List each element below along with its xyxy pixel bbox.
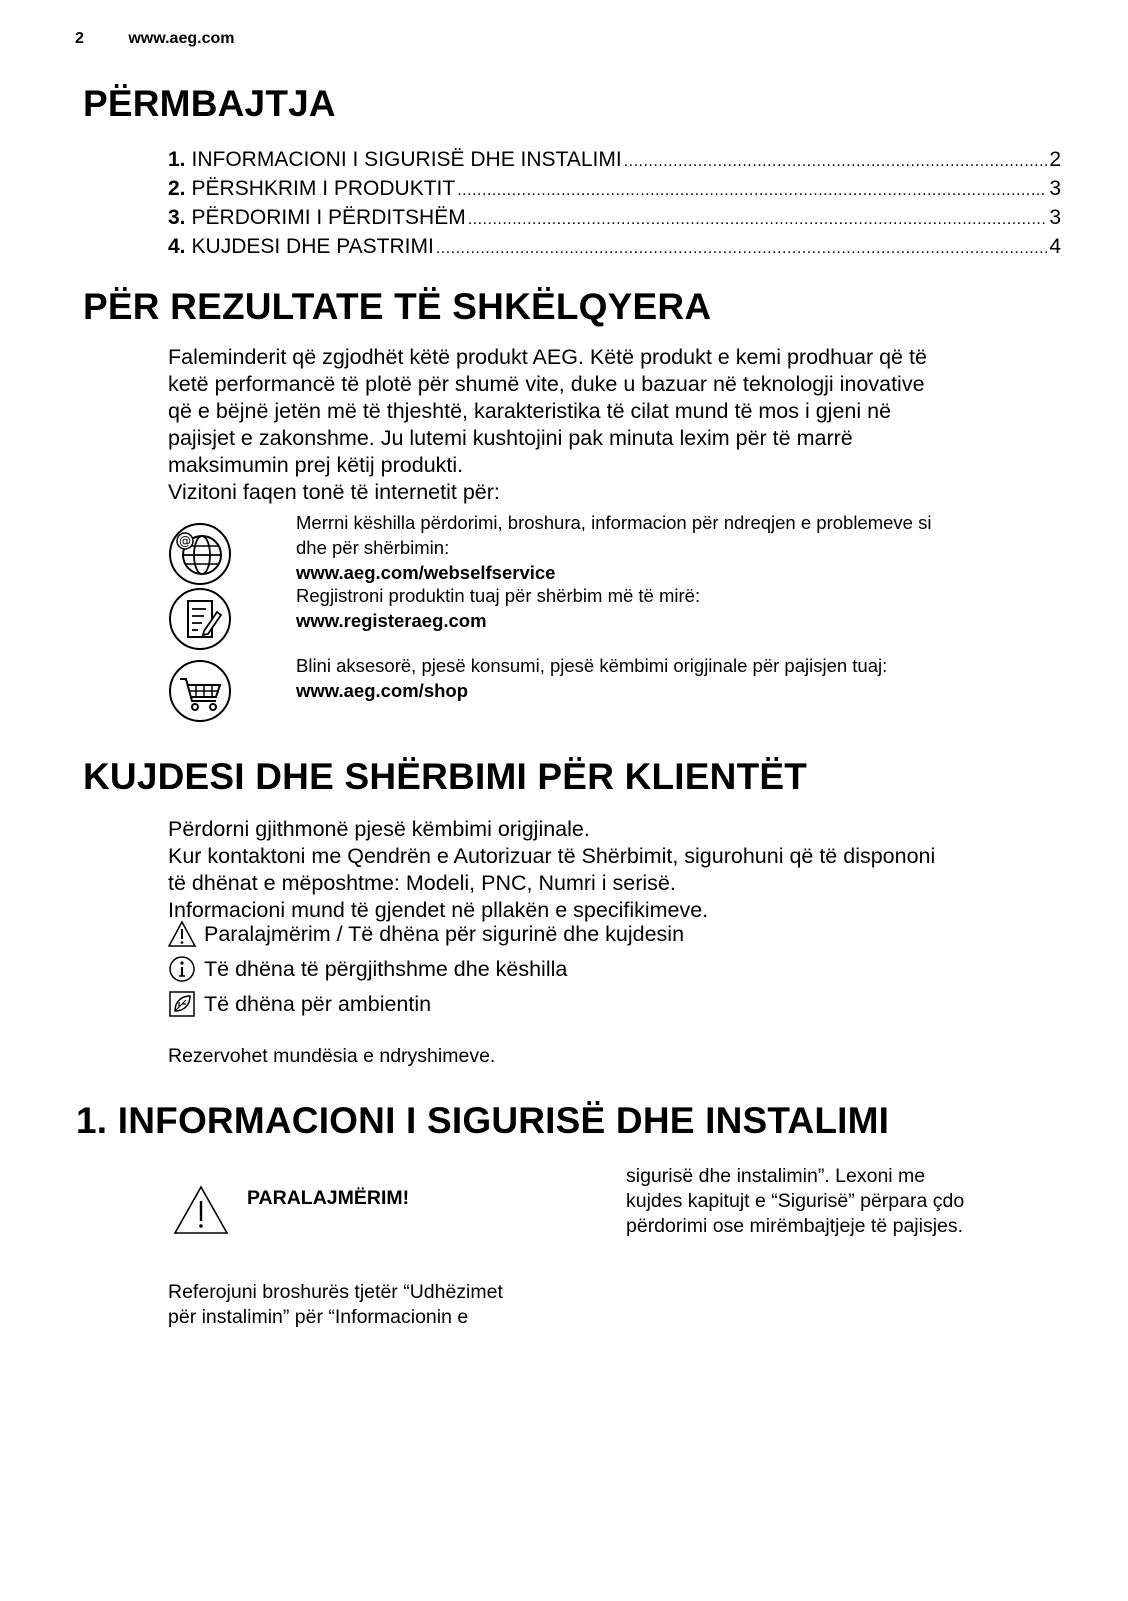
- table-of-contents: [168, 145, 1061, 261]
- toc-item[interactable]: [168, 145, 1061, 174]
- toc-item-page: 2: [1049, 148, 1061, 171]
- warning-text-left: [168, 1280, 588, 1330]
- toc-leader: [468, 205, 1048, 234]
- register-link[interactable]: www.registeraeg.com: [296, 610, 487, 631]
- warning-label: PARALAJMËRIM!: [247, 1187, 410, 1209]
- warning-line: sigurisë dhe instalimin”. Lexoni me: [626, 1165, 926, 1187]
- care-text: [168, 816, 1048, 924]
- toc-item[interactable]: [168, 174, 1061, 203]
- warning-line: përdorimi ose mirëmbajtjeje të pajisjes.: [626, 1215, 964, 1237]
- svg-text:@: @: [179, 534, 191, 548]
- info-icon: [168, 955, 196, 983]
- warning-text-right: [626, 1164, 1066, 1239]
- toc-leader: [624, 147, 1048, 176]
- care-line: Informacioni mund të gjendet në pllakën e specifikimeve.: [168, 898, 709, 922]
- cart-icon: [168, 659, 232, 723]
- legend-text: Të dhëna për ambientin: [204, 991, 432, 1016]
- site-url[interactable]: www.aeg.com: [128, 30, 235, 47]
- service-text: [296, 653, 1056, 703]
- toc-item-label: KUJDESI DHE PASTRIMI: [191, 235, 434, 258]
- toc-item-page: 3: [1049, 177, 1061, 200]
- intro-line: ketë performancë të plotë për shumë vite, duke u bazuar në teknologji inovative: [168, 372, 925, 396]
- legend-environment: [168, 990, 431, 1018]
- toc-item-page: 3: [1049, 206, 1061, 229]
- care-line: Përdorni gjithmonë pjesë këmbimi origjinale.: [168, 817, 590, 841]
- warning-triangle-icon: [173, 1185, 229, 1235]
- webselfservice-link[interactable]: www.aeg.com/webselfservice: [296, 562, 556, 583]
- legend-info: [168, 955, 567, 983]
- service-text: [296, 583, 1056, 633]
- intro-line: pajisjet e zakonshme. Ju lutemi kushtojini pak minuta lexim për të marrë: [168, 426, 853, 450]
- intro-line: që e bëjnë jetën më të thjeshtë, karakteristika të cilat mund të mos i gjeni në: [168, 399, 892, 423]
- toc-item-number: 1.: [168, 148, 186, 171]
- page-header: [75, 30, 234, 48]
- toc-item-label: INFORMACIONI I SIGURISË DHE INSTALIMI: [191, 148, 622, 171]
- care-line: të dhënat e mëposhtme: Modeli, PNC, Numri i serisë.: [168, 871, 676, 895]
- legend-text: Paralajmërim / Të dhëna për sigurinë dhe kujdesin: [204, 921, 685, 946]
- toc-item[interactable]: [168, 232, 1061, 261]
- warning-line: për instalimin” për “Informacionin e: [168, 1306, 469, 1328]
- globe-icon: [168, 522, 232, 586]
- toc-item-number: 4.: [168, 235, 186, 258]
- shop-link[interactable]: www.aeg.com/shop: [296, 680, 469, 701]
- service-text: [296, 510, 1056, 585]
- environment-icon: [168, 990, 196, 1018]
- warning-line: kujdes kapitujt e “Sigurisë” përpara çdo: [626, 1190, 965, 1212]
- intro-line: maksimumin prej këtij produkti.: [168, 453, 464, 477]
- service-desc-line: Blini aksesorë, pjesë konsumi, pjesë këmbimi origjinale për pajisjen tuaj:: [296, 655, 888, 676]
- toc-item-number: 3.: [168, 206, 186, 229]
- warning-icon: [168, 920, 196, 948]
- page-number: 2: [75, 30, 84, 47]
- toc-item[interactable]: [168, 203, 1061, 232]
- contents-title: PËRMBAJTJA: [83, 83, 336, 124]
- legend-warning: [168, 920, 684, 948]
- service-desc-line: dhe për shërbimin:: [296, 537, 450, 558]
- results-title: PËR REZULTATE TË SHKËLQYERA: [83, 286, 712, 327]
- intro-line: Faleminderit që zgjodhët këtë produkt AEG. Këtë produkt e kemi prodhuar që të: [168, 345, 927, 369]
- toc-leader: [457, 176, 1047, 205]
- results-intro: [168, 344, 1048, 506]
- toc-item-label: PËRDORIMI I PËRDITSHËM: [191, 206, 466, 229]
- care-title: KUJDESI DHE SHËRBIMI PËR KLIENTËT: [83, 756, 808, 797]
- care-line: Kur kontaktoni me Qendrën e Autorizuar të Shërbimit, sigurohuni që të dispononi: [168, 844, 936, 868]
- warning-line: Referojuni broshurës tjetër “Udhëzimet: [168, 1281, 503, 1303]
- safety-title: 1. INFORMACIONI I SIGURISË DHE INSTALIMI: [76, 1100, 890, 1141]
- toc-item-number: 2.: [168, 177, 186, 200]
- changes-note: Rezervohet mundësia e ndryshimeve.: [168, 1045, 496, 1067]
- legend-text: Të dhëna të përgjithshme dhe këshilla: [204, 956, 568, 981]
- service-desc-line: Regjistroni produktin tuaj për shërbim më të mirë:: [296, 585, 701, 606]
- toc-item-page: 4: [1049, 235, 1061, 258]
- toc-leader: [436, 234, 1047, 263]
- register-icon: [168, 587, 232, 651]
- visit-line: Vizitoni faqen tonë të internetit për:: [168, 480, 500, 504]
- toc-item-label: PËRSHKRIM I PRODUKTIT: [191, 177, 456, 200]
- service-desc-line: Merrni këshilla përdorimi, broshura, informacion për ndreqjen e problemeve si: [296, 512, 932, 533]
